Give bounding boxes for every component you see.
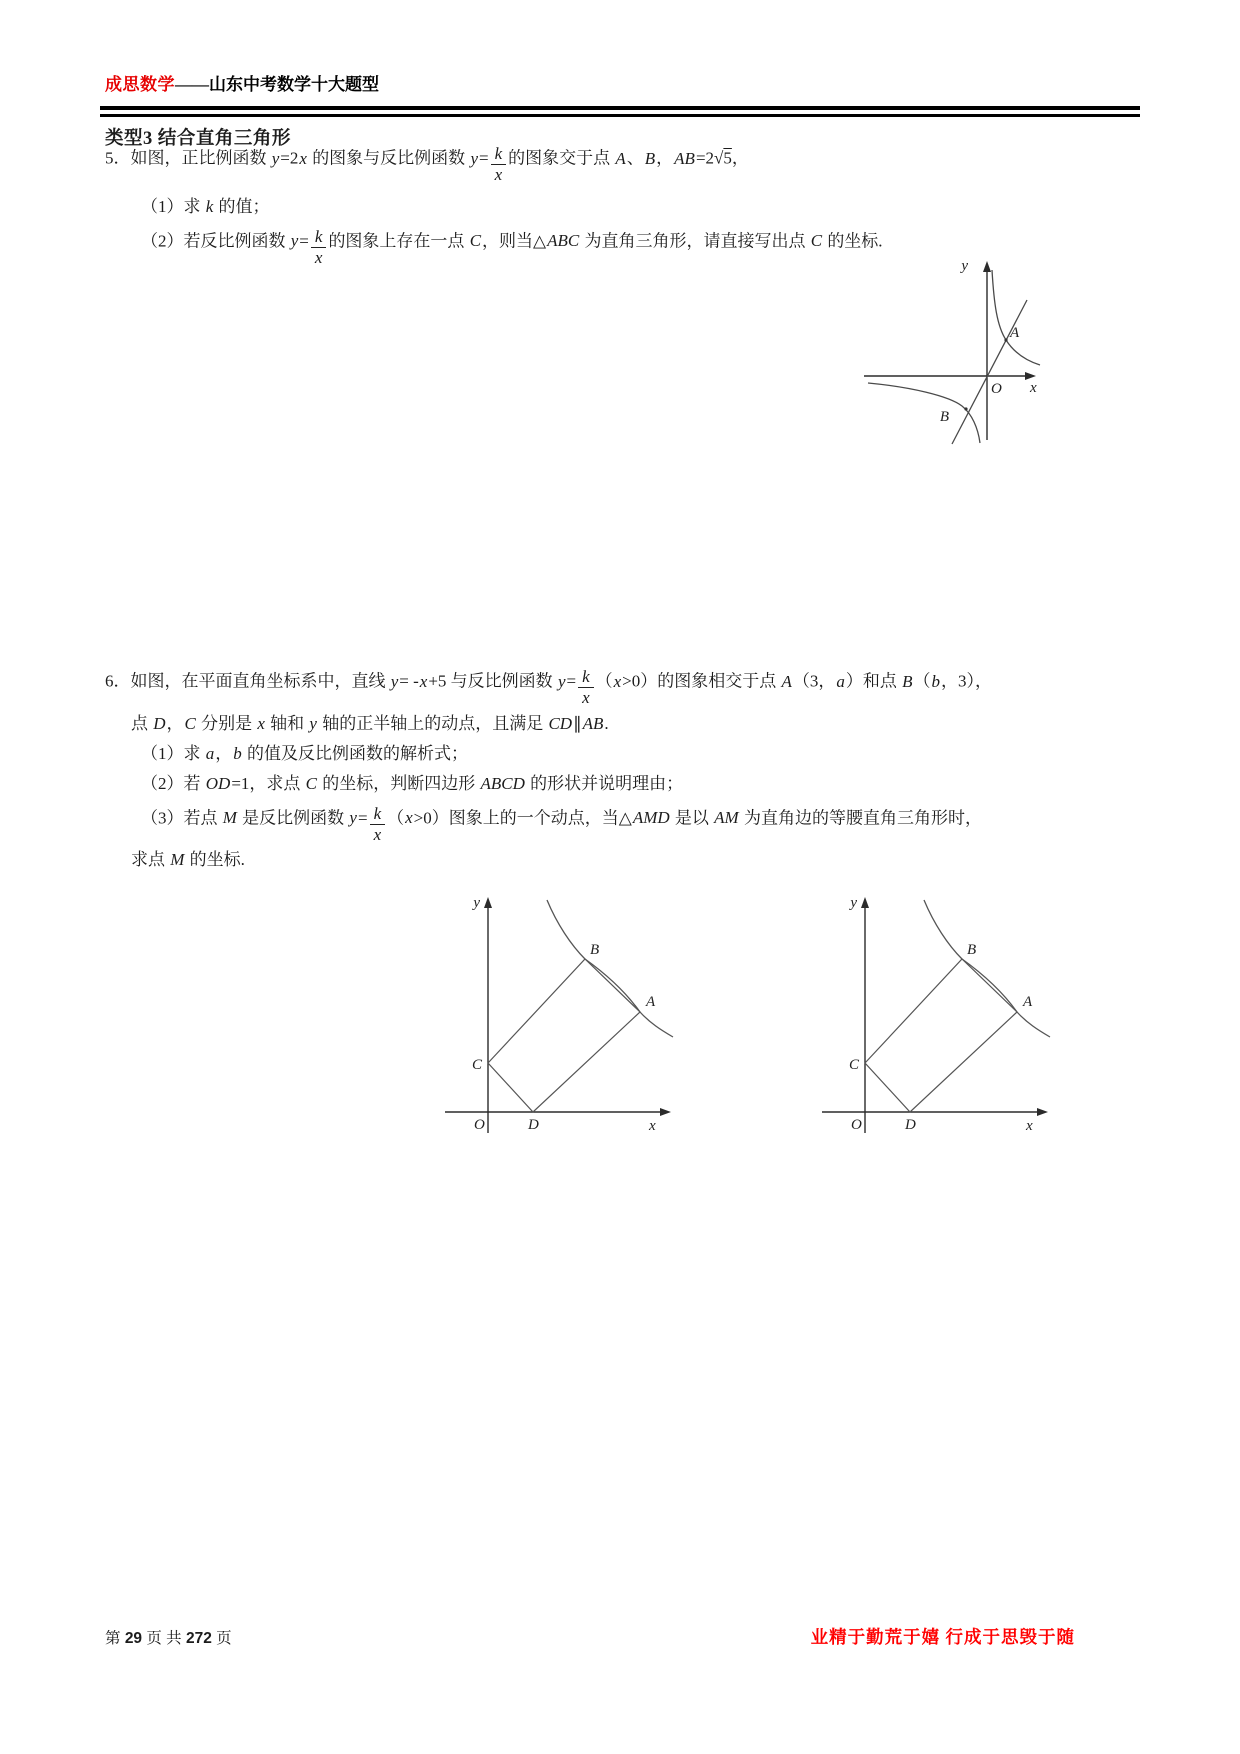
figures-problem-6: [435, 892, 1052, 1139]
point-b-label: B: [939, 409, 949, 425]
header-subtitle: ——山东中考数学十大题型: [175, 75, 379, 94]
point-c-label: C: [848, 1057, 859, 1073]
footer-motto: 业精于勤荒于嬉 行成于思毁于随: [810, 1627, 1075, 1647]
origin-label: O: [991, 381, 1002, 397]
x-axis-arrow-icon: [1025, 372, 1036, 380]
point-a-label: A: [646, 994, 656, 1010]
problem-6-part-1: （1）求 a，b 的值及反比例函数的解析式；: [141, 743, 468, 763]
figure-problem-5: [856, 256, 1046, 457]
page-number-footer: [105, 1626, 232, 1648]
line-y-equals-2x: [952, 300, 1027, 444]
header-rule-thick: [100, 106, 1140, 110]
problem-5-line-1: 5．如图，正比例函数 y=2x 的图象与反比例函数 y= $\frac{k}{x}$ 的图象交于点 A、B，AB=2√5，: [105, 144, 749, 184]
problem-5-part-1: （1）求 k 的值；: [141, 196, 270, 216]
point-c-label: C: [471, 1057, 482, 1073]
point-a-label: A: [1023, 994, 1033, 1010]
y-axis-arrow-icon: [484, 897, 492, 908]
quadrilateral-abcd: [865, 959, 1017, 1112]
brand-logo-text: 成思数学: [105, 75, 175, 94]
x-axis-arrow-icon: [660, 1108, 671, 1116]
point-d-label: D: [528, 1117, 539, 1133]
y-axis-label: y: [473, 895, 480, 911]
problem-6-line-1: 6．如图，在平面直角坐标系中，直线 y= -x+5 与反比例函数 y= $\frac{k}{x}$ （x>0）的图象相交于点 A（3，a）和点 B（b，3），: [105, 667, 993, 707]
problem-6: [105, 666, 1145, 875]
quadrilateral-abcd: [488, 959, 640, 1112]
problem-6-part-3-cont: 求点 M 的坐标.: [131, 850, 245, 870]
hyperbola-curve: [924, 900, 1050, 1037]
hyperbola-curve: [547, 900, 673, 1037]
problem-5-part-2: （2）若反比例函数 y= $\frac{k}{x}$ 的图象上存在一点 C，则当△ABC 为直角三角形，请直接写出点 C 的坐标.: [141, 226, 883, 267]
section-title: 类型3 结合直角三角形: [105, 129, 291, 149]
page-prefix: 第: [105, 1630, 125, 1647]
point-b-label: B: [590, 942, 600, 958]
x-axis-arrow-icon: [1037, 1108, 1048, 1116]
page-suffix: 页: [211, 1630, 232, 1647]
page-number: 29: [124, 1630, 143, 1647]
x-axis-label: x: [1026, 1118, 1033, 1134]
header-rule-thin: [100, 114, 1140, 117]
problem-6-part-2: （2）若 OD=1，求点 C 的坐标，判断四边形 ABCD 的形状并说明理由；: [141, 773, 684, 793]
point-d-label: D: [905, 1117, 916, 1133]
problem-6-part-3: （3）若点 M 是反比例函数 y= $\frac{k}{x}$ （x>0）图象上的一个动点，当△AMD 是以 AM 为直角边的等腰直角三角形时，: [141, 803, 982, 844]
x-axis-label: x: [649, 1118, 656, 1134]
y-axis-arrow-icon: [861, 897, 869, 908]
origin-label: O: [474, 1117, 485, 1133]
point-b-label: B: [967, 942, 977, 958]
problem-6-line-2: 点 D，C 分别是 x 轴和 y 轴的正半轴上的动点，且满足 CD∥AB.: [131, 713, 609, 733]
y-axis-label: y: [850, 895, 857, 911]
origin-label: O: [851, 1117, 862, 1133]
hyperbola-branch-q3: [868, 383, 980, 443]
page-total: 272: [185, 1630, 212, 1647]
problem-5: [105, 143, 1140, 268]
y-axis-label: y: [961, 258, 968, 274]
point-a-dot: [1004, 338, 1007, 341]
hyperbola-line-graph: [856, 256, 1046, 452]
page-header: [105, 70, 379, 95]
square-hyperbola-graph-right: [812, 892, 1052, 1139]
point-b-dot: [964, 407, 967, 410]
y-axis-arrow-icon: [983, 261, 991, 272]
square-hyperbola-graph-left: [435, 892, 675, 1139]
x-axis-label: x: [1030, 380, 1037, 396]
page-infix: 页 共: [142, 1630, 186, 1647]
point-a-label: A: [1010, 325, 1020, 341]
hyperbola-branch-q1: [992, 270, 1040, 365]
